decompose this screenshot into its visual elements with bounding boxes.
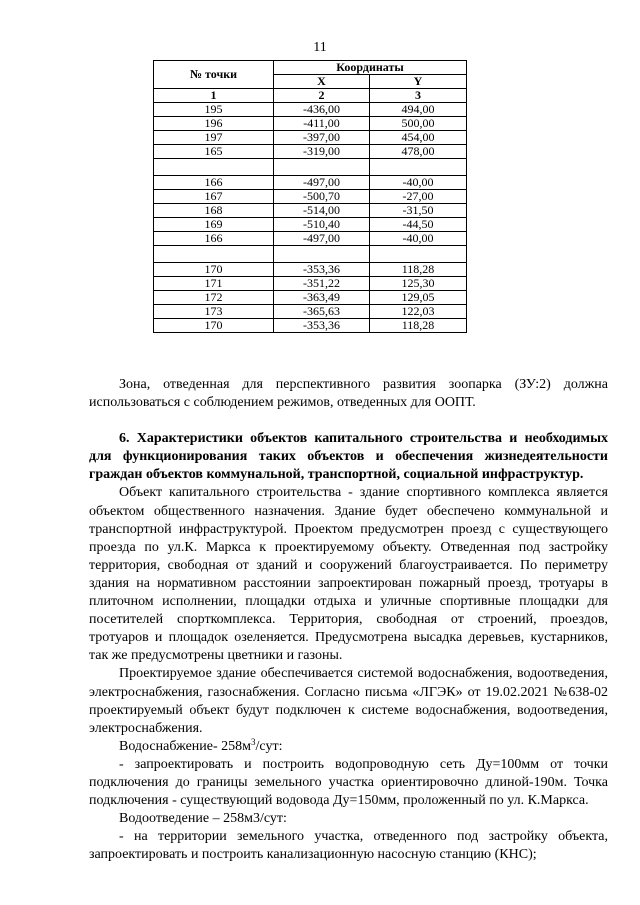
cell-y: 129,05 bbox=[370, 291, 467, 305]
table-row bbox=[154, 218, 467, 232]
table-row bbox=[154, 291, 467, 305]
cell-x: -497,00 bbox=[274, 232, 370, 246]
cell-y: 500,00 bbox=[370, 117, 467, 131]
cell-x: -411,00 bbox=[274, 117, 370, 131]
coordinates-table-body bbox=[154, 103, 467, 333]
header-x: X bbox=[274, 75, 370, 89]
water-supply-heading bbox=[89, 738, 608, 756]
water-supply-unit: /сут: bbox=[255, 738, 283, 754]
zone-paragraph: Зона, отведенная для перспективного развития зоопарка (ЗУ:2) должна использоваться с соблюдением режимов, отведенных для ООПТ. bbox=[89, 377, 608, 411]
object-paragraph: Объект капитального строительства - здание спортивного комплекса является объектом общественного назначения. Здание будет обеспечено коммунальной и транспортной инфраструктурой. Проектом предусмотрен проезд с существующего проезда по ул.К. Маркса к проектируемому объекту. Отведенная под застройку территория, свободная от зданий и сооружений благоустраивается. По периметру здания на нормативном расстоянии запроектирован пожарный проезд, тротуары в плиточном исполнении, площадки отдыха и уличные спортивные площадки для посетителей спорткомплекса. Территория, свободная от строений, проездов, тротуаров и площадок озеленяется. Предусмотрена высадка деревьев, кустарников, так же предусмотрены цветники и газоны. bbox=[89, 485, 608, 664]
drainage-heading: Водоотведение – 258м3/сут: bbox=[119, 811, 287, 827]
cell-point bbox=[154, 246, 274, 263]
table-row bbox=[154, 232, 467, 246]
index-cell: 2 bbox=[274, 89, 370, 103]
cell-x: -397,00 bbox=[274, 131, 370, 145]
cell-point: 166 bbox=[154, 176, 274, 190]
table-index-row bbox=[154, 89, 467, 103]
table-row bbox=[154, 263, 467, 277]
cell-point: 166 bbox=[154, 232, 274, 246]
cell-y: 118,28 bbox=[370, 263, 467, 277]
cell-x: -365,63 bbox=[274, 305, 370, 319]
cell-point: 170 bbox=[154, 263, 274, 277]
table-header-row bbox=[154, 61, 467, 75]
cell-y: 454,00 bbox=[370, 131, 467, 145]
document-body bbox=[89, 376, 608, 864]
cell-x: -353,36 bbox=[274, 319, 370, 333]
cell-x: -353,36 bbox=[274, 263, 370, 277]
utilities-paragraph: Проектируемое здание обеспечивается системой водоснабжения, водоотведения, электроснабжения, газоснабжения. Согласно письма «ЛГЭК» от 19.02.2021 №638-02 проектируемый объект будут подключен к системе водоснабжения, водоотведения, электроснабжения. bbox=[89, 666, 608, 736]
cell-x: -363,49 bbox=[274, 291, 370, 305]
header-point-number: № точки bbox=[154, 61, 274, 89]
cell-x: -436,00 bbox=[274, 103, 370, 117]
cell-y: -27,00 bbox=[370, 190, 467, 204]
cell-point: 196 bbox=[154, 117, 274, 131]
index-cell: 1 bbox=[154, 89, 274, 103]
cell-x bbox=[274, 159, 370, 176]
cell-point: 173 bbox=[154, 305, 274, 319]
cell-x: -319,00 bbox=[274, 145, 370, 159]
page-number: 11 bbox=[313, 40, 327, 55]
header-coordinates: Координаты bbox=[274, 61, 467, 75]
cell-point bbox=[154, 159, 274, 176]
cell-point: 170 bbox=[154, 319, 274, 333]
cell-x: -510,40 bbox=[274, 218, 370, 232]
table-row bbox=[154, 246, 467, 263]
cell-x: -351,22 bbox=[274, 277, 370, 291]
cell-y: -44,50 bbox=[370, 218, 467, 232]
cell-y: -40,00 bbox=[370, 232, 467, 246]
index-cell: 3 bbox=[370, 89, 467, 103]
cell-x: -500,70 bbox=[274, 190, 370, 204]
coordinates-table bbox=[153, 60, 467, 333]
cell-point: 197 bbox=[154, 131, 274, 145]
cell-point: 168 bbox=[154, 204, 274, 218]
cell-y: -31,50 bbox=[370, 204, 467, 218]
table-row bbox=[154, 176, 467, 190]
cell-y bbox=[370, 159, 467, 176]
drainage-item: - на территории земельного участка, отведенного под застройку объекта, запроектировать и построить канализационную насосную станцию (КНС); bbox=[89, 829, 608, 863]
table-row bbox=[154, 305, 467, 319]
table-row bbox=[154, 204, 467, 218]
table-row bbox=[154, 103, 467, 117]
cell-point: 167 bbox=[154, 190, 274, 204]
cell-y: 478,00 bbox=[370, 145, 467, 159]
table-row bbox=[154, 159, 467, 176]
cell-y: 125,30 bbox=[370, 277, 467, 291]
water-supply-superscript: 3 bbox=[251, 736, 256, 747]
cell-y: 494,00 bbox=[370, 103, 467, 117]
cell-x: -497,00 bbox=[274, 176, 370, 190]
table-row bbox=[154, 117, 467, 131]
table-row bbox=[154, 145, 467, 159]
water-supply-label: Водоснабжение- 258м bbox=[119, 738, 252, 754]
cell-y: 118,28 bbox=[370, 319, 467, 333]
cell-point: 165 bbox=[154, 145, 274, 159]
table-row bbox=[154, 190, 467, 204]
cell-point: 169 bbox=[154, 218, 274, 232]
header-y: Y bbox=[370, 75, 467, 89]
cell-point: 172 bbox=[154, 291, 274, 305]
cell-y bbox=[370, 246, 467, 263]
cell-x bbox=[274, 246, 370, 263]
cell-x: -514,00 bbox=[274, 204, 370, 218]
table-row bbox=[154, 131, 467, 145]
cell-y: 122,03 bbox=[370, 305, 467, 319]
cell-point: 195 bbox=[154, 103, 274, 117]
cell-point: 171 bbox=[154, 277, 274, 291]
cell-y: -40,00 bbox=[370, 176, 467, 190]
water-supply-item: - запроектировать и построить водопроводную сеть Ду=100мм от точки подключения до границы земельного участка ориентировочно длиной-190м. Точка подключения - существующий водовода Ду=150мм, проложенный по ул. К.Маркса. bbox=[89, 756, 608, 809]
table-row bbox=[154, 277, 467, 291]
table-row bbox=[154, 319, 467, 333]
section-heading: 6. Характеристики объектов капитального строительства и необходимых для функционирования таких объектов и обеспечения жизнедеятельности граждан объектов коммунальной, транспортной, социальной инфраструктур. bbox=[89, 431, 608, 483]
